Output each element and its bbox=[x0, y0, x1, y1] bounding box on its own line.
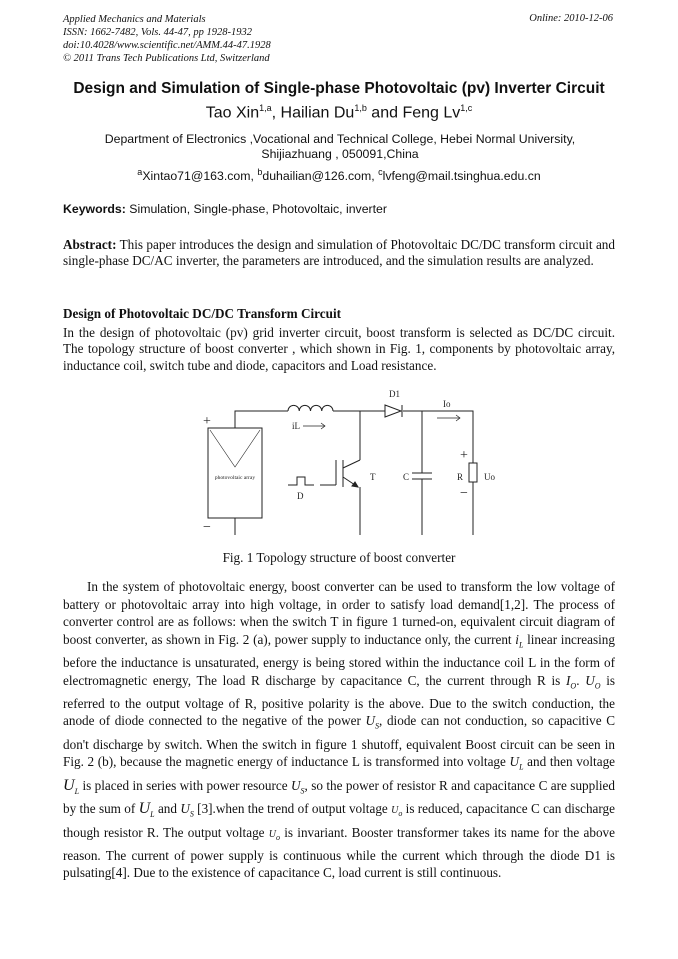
keywords-text: Simulation, Single-phase, Photovoltaic, inverter bbox=[125, 202, 387, 216]
author-name: Hailian Du bbox=[280, 104, 355, 122]
text: [3].when the trend of output voltage bbox=[193, 801, 392, 817]
sym-sub: S bbox=[300, 786, 305, 796]
plus-sign: + bbox=[460, 448, 468, 463]
math-UL bbox=[138, 800, 155, 820]
plus-sign: + bbox=[203, 414, 211, 429]
issn: ISSN: 1662-7482, Vols. 44-47, pp 1928-1932 bbox=[63, 27, 252, 38]
sym-sub: O bbox=[570, 681, 577, 691]
doi: doi:10.4028/www.scientific.net/AMM.44-47.1928 bbox=[63, 40, 271, 51]
pv-array-symbol bbox=[210, 430, 260, 467]
text: , so the power of resistor R and capacitance C are supplied by the sum of bbox=[63, 777, 615, 817]
label-r: R bbox=[457, 472, 464, 482]
author-name: Feng Lv bbox=[402, 104, 461, 122]
io-arrow bbox=[437, 415, 460, 421]
sym-sub: L bbox=[150, 810, 155, 820]
emails bbox=[0, 167, 678, 183]
separator: , bbox=[271, 104, 281, 122]
author-sup: 1,a bbox=[259, 103, 272, 113]
sym: U bbox=[268, 829, 276, 841]
email: lvfeng@mail.tsinghua.edu.cn bbox=[382, 169, 541, 184]
math-Uo bbox=[391, 805, 403, 819]
capacitor bbox=[412, 473, 432, 479]
wires bbox=[235, 411, 473, 535]
abstract bbox=[63, 237, 615, 270]
il-arrow bbox=[303, 423, 325, 429]
journal-header bbox=[63, 13, 271, 65]
text: and bbox=[154, 801, 181, 817]
figure-caption: Fig. 1 Topology structure of boost converter bbox=[222, 550, 456, 565]
author-name: Tao Xin bbox=[205, 104, 260, 122]
label-il: iL bbox=[292, 421, 300, 431]
sym-sub: L bbox=[519, 762, 524, 772]
minus-sign: − bbox=[203, 520, 211, 535]
sym: U bbox=[585, 672, 595, 688]
author-sup: 1,b bbox=[354, 103, 367, 113]
section-heading: Design of Photovoltaic DC/DC Transform Circuit bbox=[63, 306, 342, 321]
affiliation bbox=[70, 132, 610, 162]
text: and then voltage bbox=[523, 754, 616, 770]
email-sup: c bbox=[378, 167, 383, 177]
email: duhailian@126.com bbox=[262, 169, 372, 184]
sym: U bbox=[63, 776, 75, 794]
sym: i bbox=[515, 631, 519, 647]
section-paragraph: In the design of photovoltaic (pv) grid inverter circuit, boost transform is selected as DC/DC circuit. The topology structure of boost converter , which shown in Fig. 1, components by photovoltaic array, inductance coil, switch tube and diode, capacitors and Load resistance. bbox=[63, 325, 615, 373]
abstract-label: Abstract: bbox=[63, 237, 117, 252]
sym: U bbox=[509, 754, 520, 770]
author-sup: 1,c bbox=[460, 103, 473, 113]
boost-converter-diagram bbox=[190, 385, 510, 540]
math-Us bbox=[365, 713, 380, 732]
sym-sub: S bbox=[189, 809, 194, 819]
email-sup: b bbox=[257, 167, 263, 177]
body-paragraph bbox=[63, 578, 615, 882]
math-Uo bbox=[268, 829, 280, 843]
sym-sub: O bbox=[594, 681, 601, 691]
sym-sub: o bbox=[276, 833, 280, 843]
sym: U bbox=[180, 801, 190, 817]
math-Io bbox=[566, 672, 577, 691]
text: is reduced, capacitance C can discharge though resistor R. The output voltage bbox=[63, 801, 615, 841]
label-d1: D1 bbox=[389, 389, 400, 399]
sym: U bbox=[391, 805, 399, 817]
separator: and bbox=[366, 104, 403, 122]
sym-sub: L bbox=[518, 640, 524, 650]
text: . bbox=[576, 672, 586, 688]
affiliation-line: Department of Electronics ,Vocational and Technical College, Hebei Normal University, bbox=[104, 132, 576, 146]
math-Us bbox=[290, 777, 305, 796]
minus-sign: − bbox=[460, 486, 468, 501]
sym: U bbox=[290, 777, 301, 793]
affiliation-line: Shijiazhuang , 050091,China bbox=[261, 147, 419, 161]
email-sup: a bbox=[137, 167, 143, 177]
online-date: Online: 2010-12-06 bbox=[529, 13, 613, 24]
math-UL bbox=[63, 777, 79, 794]
text: is placed in series with power resource bbox=[79, 777, 291, 793]
text: is referred to the output voltage of R, positive polarity is the above. Due to the switch conduction, the anode of diode connected to the negative of the power bbox=[63, 672, 615, 729]
inductor bbox=[288, 405, 333, 411]
pv-array-box bbox=[208, 428, 262, 518]
separator: , bbox=[250, 169, 258, 184]
label-c: C bbox=[403, 472, 410, 482]
resistor bbox=[469, 463, 477, 482]
label-t: T bbox=[370, 472, 376, 482]
abstract-text: This paper introduces the design and simulation of Photovoltaic DC/DC transform circuit and single-phase DC/AC inverter, the parameters are introduced, and the simulation results are analyzed. bbox=[63, 237, 615, 269]
journal-name: Applied Mechanics and Materials bbox=[63, 14, 206, 25]
label-uo: Uo bbox=[484, 472, 495, 482]
math-UL bbox=[509, 754, 524, 772]
math-Us bbox=[180, 801, 194, 819]
separator: , bbox=[371, 169, 379, 184]
math-Uo bbox=[585, 672, 601, 691]
keywords-label: Keywords: bbox=[63, 202, 126, 216]
diode bbox=[385, 405, 402, 417]
sym-sub: L bbox=[74, 786, 80, 796]
text: linear increasing before the inductance is unsaturated, energy is being stored within the inductance coil L in the form of electromagnetic energy, The load R discharge by capacitance C, the current through R is bbox=[63, 631, 615, 688]
copyright: © 2011 Trans Tech Publications Ltd, Switzerland bbox=[63, 53, 270, 64]
text: , diode can not conduction, so capacitive C don't discharge by switch. When the switch in figure 1 shutoff, equivalent Boost circuit can be seen in Fig. 2 (b), because the magnetic energy of inductance L is transformed into voltage bbox=[63, 713, 615, 770]
transistor bbox=[320, 460, 360, 487]
text: In the system of photovoltaic energy, boost converter can be used to transform the low voltage of battery or photovoltaic array into high voltage, in order to satisfy load demand[1,2]. The process of converter control are as follows: when the switch T in figure 1 turned-on, equivalent circuit diagram of boost converter, as shown in Fig. 2 (a), power supply to inductance only, the current bbox=[63, 579, 615, 647]
sym: U bbox=[365, 713, 376, 729]
gate-pulse bbox=[288, 477, 314, 485]
sym: U bbox=[138, 800, 151, 818]
label-array: photovoltaic array bbox=[214, 475, 256, 481]
label-d: D bbox=[297, 491, 304, 501]
sym: I bbox=[566, 672, 571, 688]
sym-sub: S bbox=[375, 722, 380, 732]
paper-title: Design and Simulation of Single-phase Photovoltaic (pv) Inverter Circuit bbox=[73, 80, 605, 97]
authors bbox=[0, 103, 678, 122]
text: is invariant. Booster transformer takes its name for the above reason. The current of power supply is continuous while the current which through the diode D1 is pulsating[4]. Due to the existence of capacitance C, load current is still continuous. bbox=[63, 825, 615, 881]
keywords bbox=[63, 202, 387, 216]
sym-sub: o bbox=[398, 809, 403, 819]
label-io: Io bbox=[443, 399, 451, 409]
email: Xintao71@163.com bbox=[142, 169, 251, 184]
